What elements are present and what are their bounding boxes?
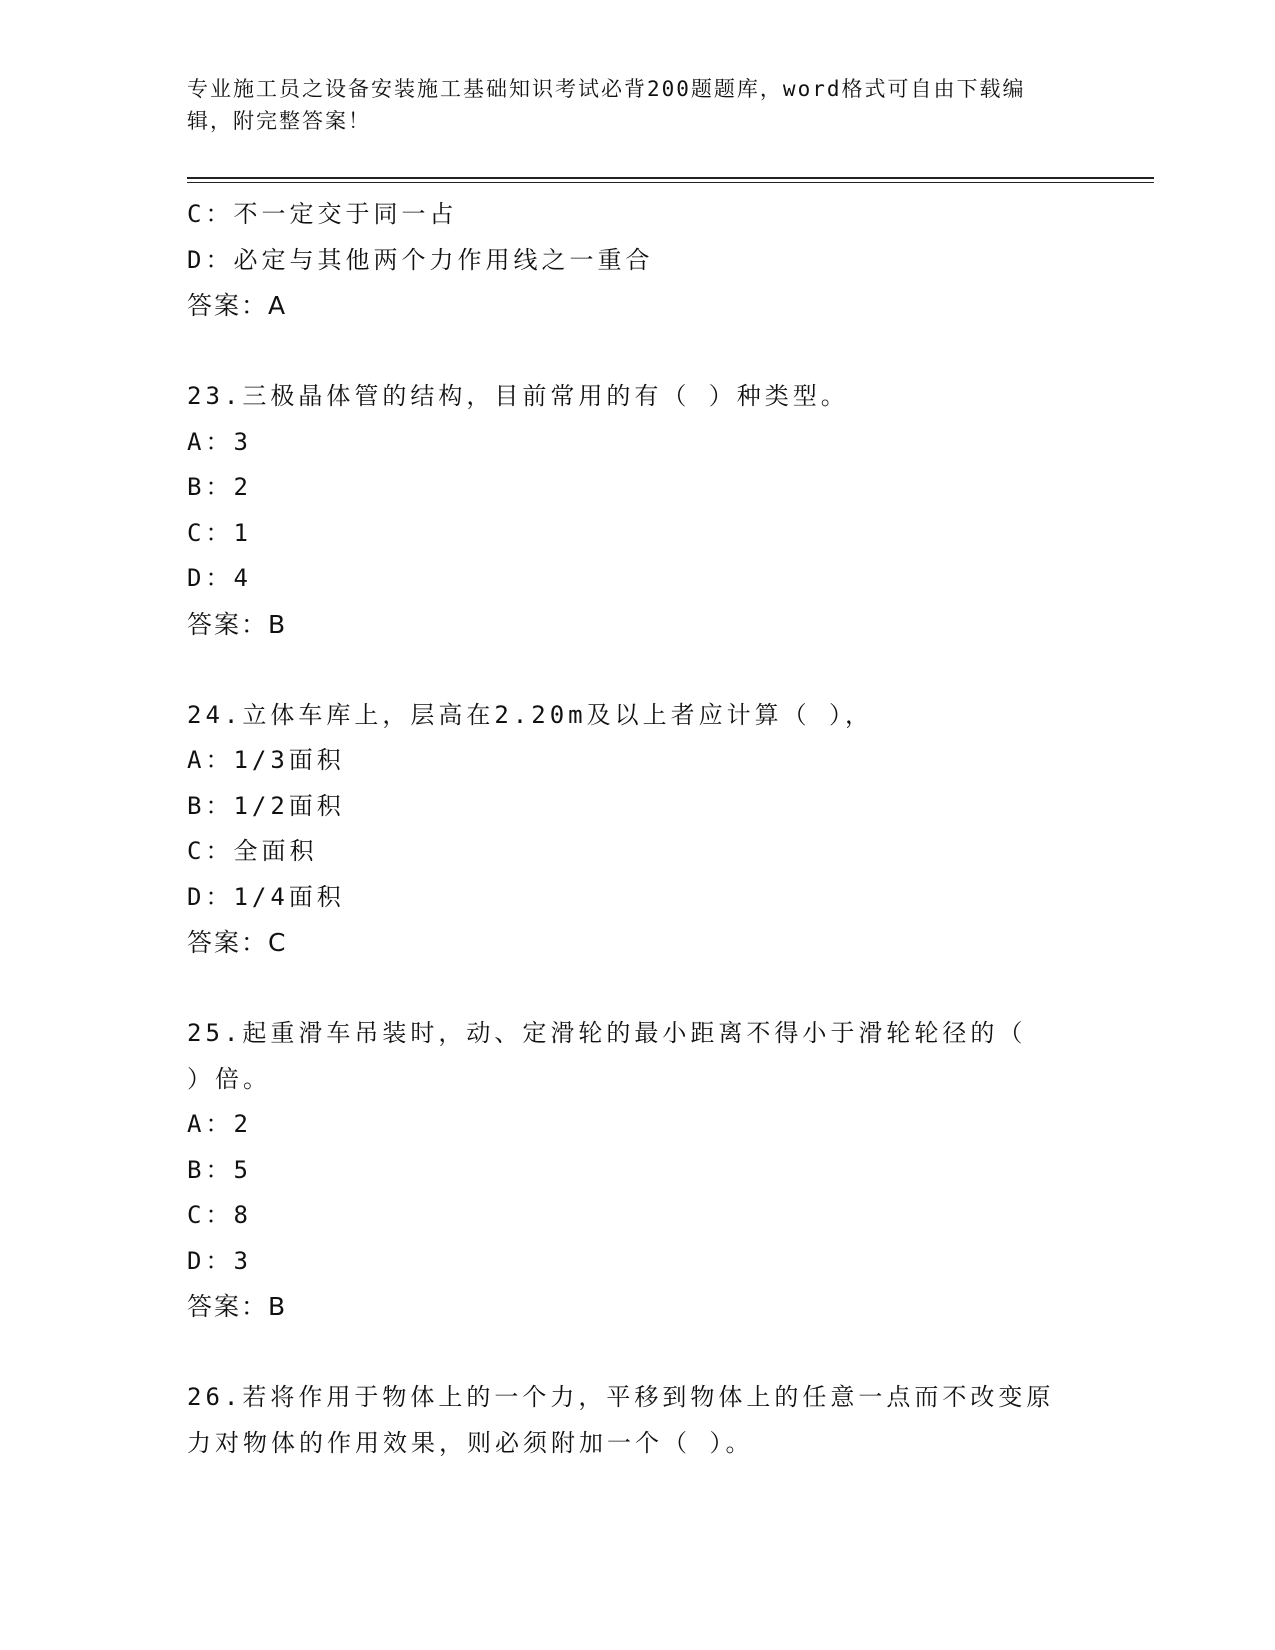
option-c: C：1 (187, 518, 252, 547)
option-a: A：3 (187, 427, 252, 456)
spacer (187, 1330, 1087, 1376)
question-text: 24.立体车库上，层高在2.20m及以上者应计算（ ）， (187, 700, 874, 729)
option-b: B：1/2面积 (187, 791, 345, 820)
answer-label: 答案：C (187, 928, 288, 957)
question-text-line-1: 25.起重滑车吊装时，动、定滑轮的最小距离不得小于滑轮轮径的（ (187, 1019, 1027, 1047)
option-d: D：4 (187, 564, 252, 592)
question-25 (187, 1011, 1087, 1330)
spacer (187, 329, 1087, 375)
question-22-tail (187, 192, 1087, 329)
question-text-line-2: ）倍。 (187, 1064, 271, 1093)
option-d: D：3 (187, 1246, 252, 1275)
question-26 (187, 1375, 1087, 1466)
question-23 (187, 374, 1087, 647)
spacer (187, 647, 1087, 693)
option-d: D：必定与其他两个力作用线之一重合 (187, 245, 654, 274)
header-rule-thick (187, 177, 1154, 179)
option-d: D：1/4面积 (187, 882, 345, 911)
option-c: C：8 (187, 1201, 252, 1229)
option-a: A：1/3面积 (187, 746, 345, 774)
option-b: B：5 (187, 1155, 252, 1184)
question-text: 23.三极晶体管的结构，目前常用的有（ ）种类型。 (187, 382, 849, 410)
option-b: B：2 (187, 473, 252, 501)
question-text-line-2: 力对物体的作用效果，则必须附加一个（ ）。 (187, 1428, 754, 1457)
question-24 (187, 693, 1087, 966)
answer-label: 答案：A (187, 291, 288, 320)
header-rule-thin (187, 182, 1154, 183)
answer-label: 答案：B (187, 609, 288, 639)
answer-label: 答案：B (187, 1292, 288, 1321)
option-c: C：不一定交于同一占 (187, 200, 458, 228)
spacer (187, 966, 1087, 1012)
question-text-line-1: 26.若将作用于物体上的一个力，平移到物体上的任意一点而不改变原 (187, 1383, 1055, 1411)
option-c: C：全面积 (187, 837, 318, 865)
option-a: A：2 (187, 1110, 252, 1138)
question-list (187, 192, 1087, 1466)
document-header: 专业施工员之设备安装施工基础知识考试必背200题题库，word格式可自由下载编辑，附完整答案！ (187, 77, 1026, 133)
